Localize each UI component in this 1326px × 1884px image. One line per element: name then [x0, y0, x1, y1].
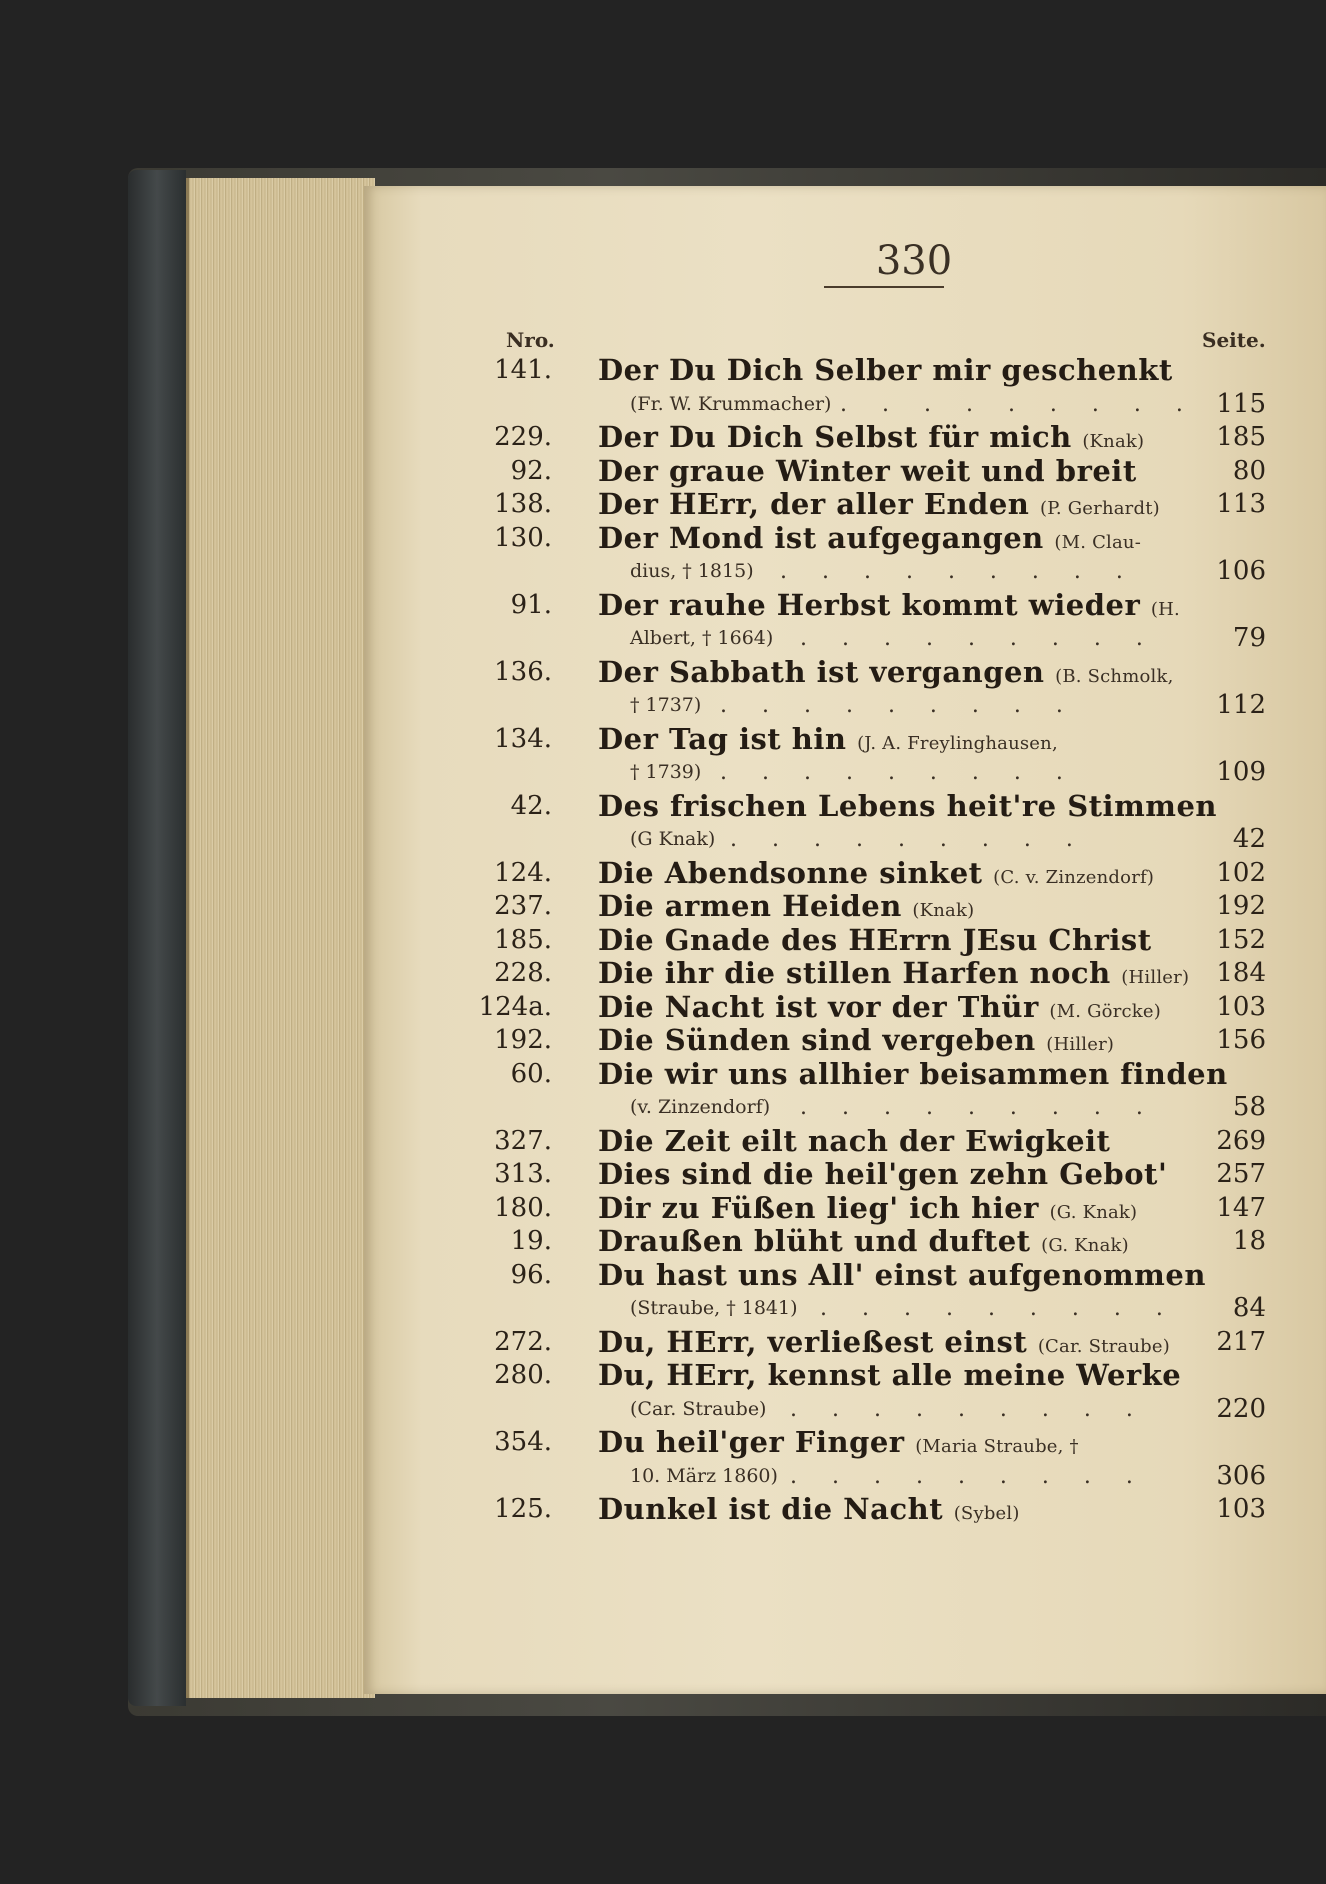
entry-title — [598, 1225, 1129, 1262]
entry-title — [598, 957, 1189, 994]
entry-author: (Knak) — [1082, 431, 1145, 452]
entry-title — [598, 1326, 1170, 1363]
entry-continuation: (Straube, † 1841) — [630, 1297, 798, 1319]
entry-continuation-line — [364, 689, 1326, 723]
entry-page: 80 — [1232, 455, 1266, 486]
entry-page: 79 — [1232, 623, 1266, 653]
entry-number: 272. — [494, 1326, 552, 1357]
entry-continuation: (Car. Straube) — [630, 1397, 767, 1420]
entry-title-text: Die armen Heiden — [598, 889, 902, 923]
entry-continuation: (v. Zinzendorf) — [630, 1096, 771, 1118]
entry-continuation-line — [364, 1292, 1326, 1326]
index-entry — [364, 1024, 1326, 1058]
entry-line — [364, 1225, 1326, 1259]
entry-continuation-line — [364, 388, 1326, 422]
entry-title-text: Der Du Dich Selbst für mich — [598, 420, 1072, 454]
index-entry — [364, 421, 1326, 455]
entry-continuation: † 1737) — [630, 694, 702, 716]
entry-title — [598, 1359, 1181, 1392]
entry-line — [364, 1192, 1326, 1226]
entry-title-text: Der HErr, der aller Enden — [598, 487, 1030, 521]
entry-page: 115 — [1216, 388, 1266, 419]
entry-title — [598, 991, 1161, 1028]
index-entry — [364, 723, 1326, 790]
entry-author: (Hiller) — [1121, 967, 1190, 988]
entry-title-text: Du, HErr, verließest einst — [598, 1324, 1028, 1359]
entry-continuation: Albert, † 1664) — [630, 627, 774, 649]
entry-title-text: Der Mond ist aufgegangen — [598, 520, 1044, 555]
entry-number: 136. — [494, 656, 552, 687]
entry-continuation-line — [364, 756, 1326, 790]
entry-title — [598, 656, 1174, 693]
entry-title-text: Der Tag ist hin — [598, 721, 847, 756]
entry-page: 112 — [1216, 690, 1266, 720]
entry-title — [598, 1259, 1206, 1292]
entry-page: 192 — [1216, 891, 1266, 921]
entry-number: 96. — [510, 1259, 552, 1290]
entry-number: 125. — [494, 1494, 552, 1524]
entry-number: 354. — [494, 1427, 552, 1457]
entry-author: (Hiller) — [1046, 1034, 1115, 1055]
entry-number: 91. — [510, 589, 552, 620]
entry-title — [598, 924, 1152, 957]
entry-line — [364, 957, 1326, 991]
entry-page: 257 — [1216, 1159, 1266, 1189]
entry-page: 106 — [1216, 556, 1266, 586]
leader-dots: . . . . . . . . . — [800, 1095, 1157, 1120]
entry-title — [598, 890, 974, 927]
index-entry — [364, 488, 1326, 522]
entry-number: 134. — [494, 723, 552, 754]
entry-title-text: Der rauhe Herbst kommt wieder — [598, 587, 1141, 622]
entry-page: 269 — [1216, 1125, 1266, 1156]
entry-title-text: Dies sind die heil'gen zehn Gebot' — [598, 1157, 1168, 1191]
entry-continuation-line — [364, 555, 1326, 589]
entry-continuation: † 1739) — [630, 761, 702, 783]
entry-author: (C. v. Zinzendorf) — [993, 866, 1155, 888]
entry-line — [364, 455, 1326, 489]
entry-number: 313. — [494, 1159, 552, 1189]
index-entry — [364, 522, 1326, 589]
entry-number: 280. — [494, 1360, 552, 1390]
entry-continuation: (G Knak) — [630, 828, 716, 850]
entry-title-text: Draußen blüht und duftet — [598, 1224, 1031, 1258]
entry-continuation: dius, † 1815) — [630, 560, 754, 582]
entry-title — [598, 1058, 1228, 1091]
entry-line — [364, 354, 1326, 388]
entry-number: 141. — [494, 355, 552, 385]
index-entry — [364, 1326, 1326, 1360]
entry-number: 237. — [494, 891, 552, 921]
entry-author: (M. Görcke) — [1049, 1000, 1161, 1022]
entry-author: (G. Knak) — [1049, 1201, 1138, 1223]
entry-title — [598, 455, 1137, 488]
entry-page: 42 — [1232, 824, 1266, 854]
entry-title-text: Die wir uns allhier beisammen finden — [598, 1056, 1228, 1091]
entry-page: 113 — [1216, 489, 1266, 519]
leader-dots: . . . . . . . . . — [790, 1396, 1147, 1422]
entry-title-text: Die Zeit eilt nach der Ewigkeit — [598, 1123, 1111, 1158]
index-entry — [364, 455, 1326, 489]
entry-title-text: Dunkel ist die Nacht — [598, 1492, 944, 1526]
entry-page: 103 — [1216, 1494, 1266, 1524]
entry-title — [598, 421, 1144, 458]
entry-number: 124. — [494, 857, 552, 888]
entry-author: (H. — [1150, 598, 1180, 620]
leader-dots: . . . . . . . . . — [780, 559, 1137, 584]
entry-number: 192. — [494, 1025, 552, 1055]
entry-number: 42. — [510, 790, 552, 821]
entry-title-text: Du, HErr, kennst alle meine Werke — [598, 1358, 1182, 1392]
entry-line — [364, 991, 1326, 1025]
entry-continuation: 10. März 1860) — [630, 1464, 778, 1487]
entry-number: 185. — [494, 924, 552, 955]
entry-number: 229. — [494, 422, 552, 452]
entry-title-text: Die Nacht ist vor der Thür — [598, 989, 1039, 1024]
entry-title — [598, 1125, 1110, 1158]
entry-continuation-line — [364, 823, 1326, 857]
index-entry — [364, 1259, 1326, 1326]
entry-page: 220 — [1216, 1393, 1266, 1424]
entry-author: (Knak) — [912, 900, 975, 921]
entry-continuation-line — [364, 1460, 1326, 1494]
entry-title-text: Du heil'ger Finger — [598, 1425, 905, 1459]
index-entry — [364, 1493, 1326, 1527]
index-entry — [364, 1426, 1326, 1493]
index-entry — [364, 1225, 1326, 1259]
entry-number: 19. — [510, 1226, 552, 1256]
entry-number: 180. — [494, 1192, 552, 1223]
entry-title — [598, 723, 1058, 760]
entry-line — [364, 1058, 1326, 1092]
entry-author: (G. Knak) — [1041, 1235, 1129, 1256]
index-entry — [364, 1125, 1326, 1159]
entry-line — [364, 1125, 1326, 1159]
entry-number: 228. — [494, 958, 552, 988]
entry-number: 327. — [494, 1125, 552, 1156]
page-number: 330 — [875, 238, 953, 284]
entry-line — [364, 790, 1326, 824]
column-header-number: Nro. — [506, 328, 555, 352]
entry-line — [364, 488, 1326, 522]
entry-page: 306 — [1216, 1460, 1266, 1491]
entry-line — [364, 1359, 1326, 1393]
index-entry — [364, 589, 1326, 656]
leader-dots: . . . . . . . . . — [720, 693, 1077, 718]
entry-line — [364, 589, 1326, 623]
index-entries — [364, 354, 1326, 1527]
entry-author: (P. Gerhardt) — [1039, 498, 1160, 519]
entry-line — [364, 1158, 1326, 1192]
entry-title-text: Der Sabbath ist vergangen — [598, 654, 1045, 689]
entry-line — [364, 723, 1326, 757]
entry-author: (Car. Straube) — [1037, 1335, 1170, 1357]
entry-title-text: Dir zu Füßen lieg' ich hier — [598, 1190, 1039, 1225]
leader-dots: . . . . . . . . . — [800, 626, 1157, 651]
index-entry — [364, 890, 1326, 924]
entry-page: 58 — [1232, 1092, 1266, 1122]
entry-author: (Sybel) — [953, 1503, 1020, 1524]
leader-dots: . . . . . . . . . — [790, 1463, 1147, 1489]
entry-number: 92. — [510, 455, 552, 486]
index-entry — [364, 656, 1326, 723]
entry-author: (Maria Straube, † — [915, 1436, 1079, 1457]
entry-title — [598, 589, 1180, 626]
entry-author: (J. A. Freylinghausen, — [857, 732, 1058, 754]
entry-continuation-line — [364, 1091, 1326, 1125]
entry-page: 18 — [1232, 1226, 1266, 1256]
entry-line — [364, 421, 1326, 455]
index-entry — [364, 857, 1326, 891]
entry-continuation-line — [364, 1393, 1326, 1427]
book-page — [364, 186, 1326, 1694]
entry-number: 138. — [494, 489, 552, 519]
entry-continuation-line — [364, 622, 1326, 656]
book-spine — [128, 170, 186, 1706]
entry-line — [364, 1426, 1326, 1460]
index-entry — [364, 1359, 1326, 1426]
entry-title-text: Die Sünden sind vergeben — [598, 1023, 1036, 1057]
entry-page: 147 — [1216, 1192, 1266, 1223]
entry-title — [598, 488, 1160, 525]
entry-title — [598, 354, 1173, 387]
entry-title-text: Die ihr die stillen Harfen noch — [598, 956, 1111, 990]
entry-title — [598, 1024, 1114, 1061]
index-entry — [364, 991, 1326, 1025]
entry-title-text: Der graue Winter weit und breit — [598, 453, 1137, 488]
entry-title-text: Die Gnade des HErrn JEsu Christ — [598, 922, 1152, 957]
entry-line — [364, 1259, 1326, 1293]
entry-line — [364, 656, 1326, 690]
entry-line — [364, 1024, 1326, 1058]
entry-title-text: Des frischen Lebens heit're Stimmen — [598, 788, 1217, 823]
entry-number: 130. — [494, 522, 552, 553]
entry-page: 102 — [1216, 857, 1266, 888]
entry-line — [364, 1493, 1326, 1527]
entry-line — [364, 924, 1326, 958]
entry-line — [364, 890, 1326, 924]
leader-dots: . . . . . . . . . — [720, 760, 1077, 785]
entry-line — [364, 522, 1326, 556]
entry-line — [364, 857, 1326, 891]
entry-title — [598, 1158, 1167, 1191]
entry-title-text: Der Du Dich Selber mir geschenkt — [598, 353, 1173, 387]
entry-title — [598, 857, 1154, 894]
leader-dots: . . . . . . . . . — [840, 391, 1197, 417]
entry-title-text: Du hast uns All' einst aufgenommen — [598, 1257, 1206, 1292]
entry-title-text: Die Abendsonne sinket — [598, 855, 983, 890]
entry-page: 184 — [1216, 958, 1266, 988]
leader-dots: . . . . . . . . . — [730, 827, 1087, 852]
leader-dots: . . . . . . . . . — [820, 1296, 1177, 1321]
entry-number: 60. — [510, 1058, 552, 1089]
entry-line — [364, 1326, 1326, 1360]
entry-title — [598, 1493, 1020, 1530]
entry-page: 109 — [1216, 757, 1266, 787]
entry-continuation: (Fr. W. Krummacher) — [630, 392, 832, 415]
entry-page: 217 — [1216, 1326, 1266, 1357]
entry-page: 103 — [1216, 991, 1266, 1022]
index-entry — [364, 790, 1326, 857]
index-entry — [364, 1158, 1326, 1192]
entry-title — [598, 1192, 1137, 1229]
entry-author: (B. Schmolk, — [1055, 665, 1174, 687]
entry-title — [598, 522, 1141, 559]
page-edges — [186, 178, 375, 1698]
column-header-page: Seite. — [1202, 328, 1266, 352]
entry-title — [598, 790, 1217, 823]
index-entry — [364, 1058, 1326, 1125]
entry-page: 185 — [1216, 422, 1266, 452]
index-entry — [364, 957, 1326, 991]
index-entry — [364, 1192, 1326, 1226]
page-number-rule — [824, 286, 944, 288]
entry-page: 156 — [1216, 1025, 1266, 1055]
entry-number: 124a. — [478, 991, 552, 1022]
index-entry — [364, 924, 1326, 958]
entry-author: (M. Clau- — [1054, 531, 1142, 553]
index-entry — [364, 354, 1326, 421]
entry-title — [598, 1426, 1079, 1463]
entry-page: 84 — [1232, 1293, 1266, 1323]
entry-page: 152 — [1216, 924, 1266, 955]
